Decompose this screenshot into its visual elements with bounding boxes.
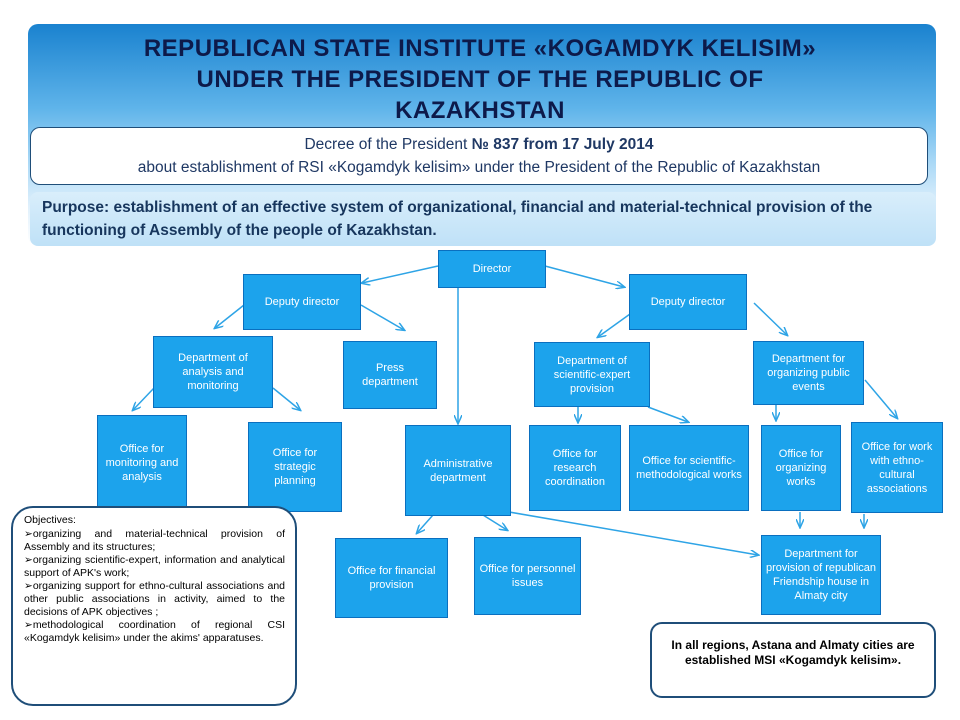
office-scientific-methodological-box: Office for scientific-methodological works: [629, 425, 749, 511]
office-monitoring-analysis-box: Office for monitoring and analysis: [97, 415, 187, 510]
objectives-heading: Objectives:: [24, 514, 76, 526]
decree-prefix: Decree of the President: [304, 136, 472, 153]
arrow-admin-to-financial: [417, 515, 433, 533]
dept-analysis-monitoring-box: Department of analysis and monitoring: [153, 336, 273, 408]
arrow-deputy-right-to-public-events: [754, 303, 787, 335]
dept-public-events-box: Department for organizing public events: [753, 341, 864, 405]
deputy-director-left-box: Deputy director: [243, 274, 361, 330]
objective-item: ➢organizing scientific-expert, information and analytical support of APK's work;: [24, 554, 285, 579]
office-strategic-planning-box: Office for strategic planning: [248, 422, 342, 512]
objective-item: ➢methodological coordination of regional CSI «Kogamdyk kelisim» under the akims' apparatuses.: [24, 619, 285, 644]
office-personnel-issues-box: Office for personnel issues: [474, 537, 581, 615]
regions-note-box: In all regions, Astana and Almaty cities are established MSI «Kogamdyk kelisim».: [650, 622, 936, 698]
director-box: Director: [438, 250, 546, 288]
arrow-director-to-deputy-right: [545, 266, 624, 287]
arrow-sci-expert-to-sci-method: [648, 407, 688, 422]
title-line-2: UNDER THE PRESIDENT OF THE REPUBLIC OF: [196, 66, 764, 93]
office-financial-provision-box: Office for financial provision: [335, 538, 448, 618]
press-department-box: Press department: [343, 341, 437, 409]
purpose-box: Purpose: establishment of an effective system of organizational, financial and material-technical provision of the functioning of Assembly of the people of Kazakhstan.: [30, 192, 936, 246]
office-organizing-works-box: Office for organizing works: [761, 425, 841, 511]
office-research-coordination-box: Office for research coordination: [529, 425, 621, 511]
arrow-director-to-deputy-left: [362, 266, 438, 283]
arrow-public-events-to-ethno: [865, 380, 897, 418]
dept-scientific-expert-box: Department of scientific-expert provision: [534, 342, 650, 407]
office-ethno-cultural-box: Office for work with ethno-cultural associations: [851, 422, 943, 513]
arrow-admin-to-personnel: [483, 515, 507, 530]
decree-line-2: about establishment of RSI «Kogamdyk kelisim» under the President of the Republic of Kazakhstan: [137, 159, 821, 176]
arrow-analysis-to-strategic: [273, 388, 300, 410]
objective-text: organizing and material-technical provision of Assembly and its structures;: [24, 528, 285, 553]
administrative-department-box: Administrative department: [405, 425, 511, 516]
objective-text: organizing support for ethno-cultural associations and other public associations in activity, aimed to the decisions of APK objectives ;: [24, 580, 285, 618]
decree-number: № 837 from 17 July 2014: [471, 136, 654, 153]
objective-item: ➢organizing support for ethno-cultural associations and other public associations in activity, aimed to the decisions of APK objectives ;: [24, 580, 285, 618]
objectives-box: [11, 506, 297, 706]
objective-text: methodological coordination of regional CSI «Kogamdyk kelisim» under the akims' apparatuses.: [24, 619, 285, 644]
arrow-deputy-left-to-press: [361, 305, 404, 330]
deputy-director-right-box: Deputy director: [629, 274, 747, 330]
title-line-3: KAZAKHSTAN: [395, 97, 565, 124]
dept-friendship-house-box: Department for provision of republican Friendship house in Almaty city: [761, 535, 881, 615]
objective-text: organizing scientific-expert, information and analytical support of APK's work;: [24, 554, 285, 579]
arrow-deputy-left-to-analysis: [215, 305, 244, 328]
arrow-analysis-to-monitoring: [133, 388, 154, 410]
arrow-deputy-right-to-sci-expert: [598, 314, 630, 337]
title-line-1: REPUBLICAN STATE INSTITUTE «KOGAMDYK KELISIM»: [143, 35, 817, 62]
objective-item: ➢organizing and material-technical provision of Assembly and its structures;: [24, 528, 285, 553]
